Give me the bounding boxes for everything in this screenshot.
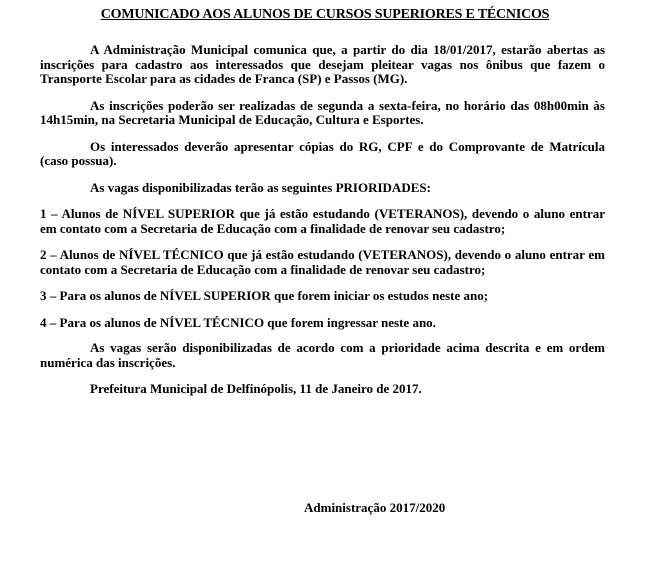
priority-4-paragraph: 4 – Para os alunos de NÍVEL TÉCNICO que forem ingressar neste ano. <box>40 314 436 330</box>
schedule-paragraph: As inscrições poderão ser realizadas de segunda a sexta-feira, no horário das 08h00min às 14h15min, na Secretaria Municipal de Educação, Cultura e Esportes. <box>40 97 605 127</box>
date-line: Prefeitura Municipal de Delfinópolis, 11 de Janeiro de 2017. <box>90 381 422 396</box>
notice-title: COMUNICADO AOS ALUNOS DE CURSOS SUPERIORES E TÉCNICOS <box>100 7 550 22</box>
priority-1-paragraph: 1 – Alunos de NÍVEL SUPERIOR que já estão estudando (VETERANOS), devendo o aluno entrar em contato com a Secretaria de Educação com a finalidade de renovar seu cadastro; <box>40 206 605 236</box>
priorities-intro-paragraph: As vagas disponibilizadas terão as seguintes PRIORIDADES: <box>90 179 431 195</box>
notice-body <box>40 43 605 422</box>
intro-paragraph: A Administração Municipal comunica que, a partir do dia 18/01/2017, estarão abertas as inscrições para cadastro aos interessados que desejam pleitear vagas nos ônibus que fazem o Transporte Escolar para as cidades de Franca (SP) e Passos (MG). <box>40 42 605 86</box>
documents-paragraph: Os interessados deverão apresentar cópias do RG, CPF e do Comprovante de Matrícula (caso possua). <box>40 138 605 168</box>
order-note-paragraph: As vagas serão disponibilizadas de acordo com a prioridade acima descrita e em ordem numérica das inscrições. <box>40 340 605 370</box>
priority-2-paragraph: 2 – Alunos de NÍVEL TÉCNICO que já estão estudando (VETERANOS), devendo o aluno entrar em contato com a Secretaria de Educação com a finalidade de renovar seu cadastro; <box>40 247 605 277</box>
signature: Administração 2017/2020 <box>304 500 446 515</box>
priority-3-paragraph: 3 – Para os alunos de NÍVEL SUPERIOR que forem iniciar os estudos neste ano; <box>40 288 489 303</box>
